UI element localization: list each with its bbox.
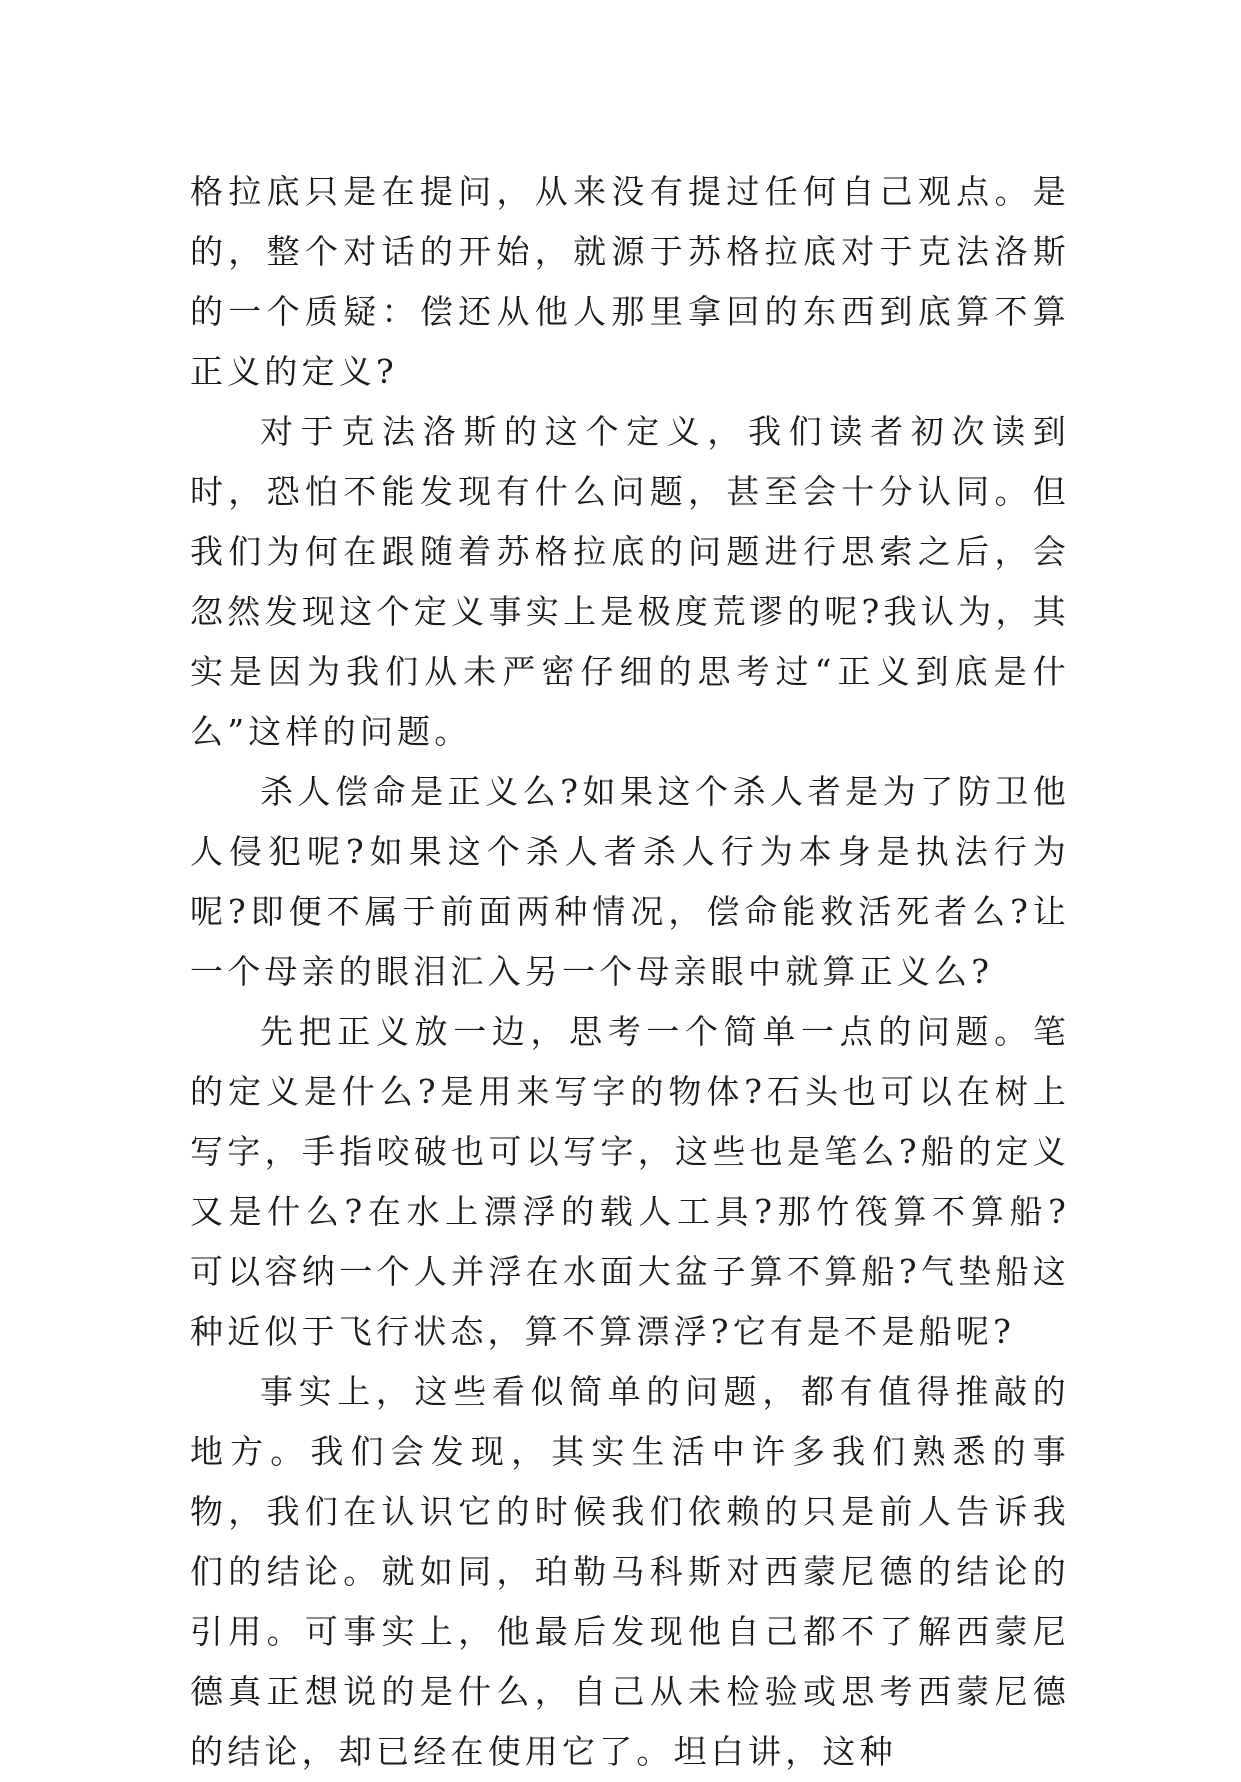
paragraph: 对于克法洛斯的这个定义，我们读者初次读到时，恐怕不能发现有什么问题，甚至会十分认同。但我们为何在跟随着苏格拉底的问题进行思索之后，会忽然发现这个定义事实上是极度荒谬的呢?我认为，其实是因为我们从未严密仔细的思考过“正义到底是什么”这样的问题。 (190, 412, 1070, 751)
paragraph: 先把正义放一边，思考一个简单一点的问题。笔的定义是什么?是用来写字的物体?石头也可以在树上写字，手指咬破也可以写字，这些也是笔么?船的定义又是什么?在水上漂浮的载人工具?那竹筏算不算船?可以容纳一个人并浮在水面大盆子算不算船?气垫船这种近似于飞行状态，算不算漂浮?它有是不是船呢? (190, 1012, 1070, 1351)
paragraph: 事实上，这些看似简单的问题，都有值得推敲的地方。我们会发现，其实生活中许多我们熟悉的事物，我们在认识它的时候我们依赖的只是前人告诉我们的结论。就如同，珀勒马科斯对西蒙尼德的结论的引用。可事实上，他最后发现他自己都不了解西蒙尼德真正想说的是什么，自己从未检验或思考西蒙尼德的结论，却已经在使用它了。坦白讲，这种 (190, 1372, 1070, 1771)
paragraph: 杀人偿命是正义么?如果这个杀人者是为了防卫他人侵犯呢?如果这个杀人者杀人行为本身是执法行为呢?即便不属于前面两种情况，偿命能救活死者么?让一个母亲的眼泪汇入另一个母亲眼中就算正义么? (190, 772, 1070, 991)
paragraph: 格拉底只是在提问，从来没有提过任何自己观点。是的，整个对话的开始，就源于苏格拉底对于克法洛斯的一个质疑：偿还从他人那里拿回的东西到底算不算正义的定义? (190, 172, 1070, 391)
document-body (190, 162, 1070, 1782)
